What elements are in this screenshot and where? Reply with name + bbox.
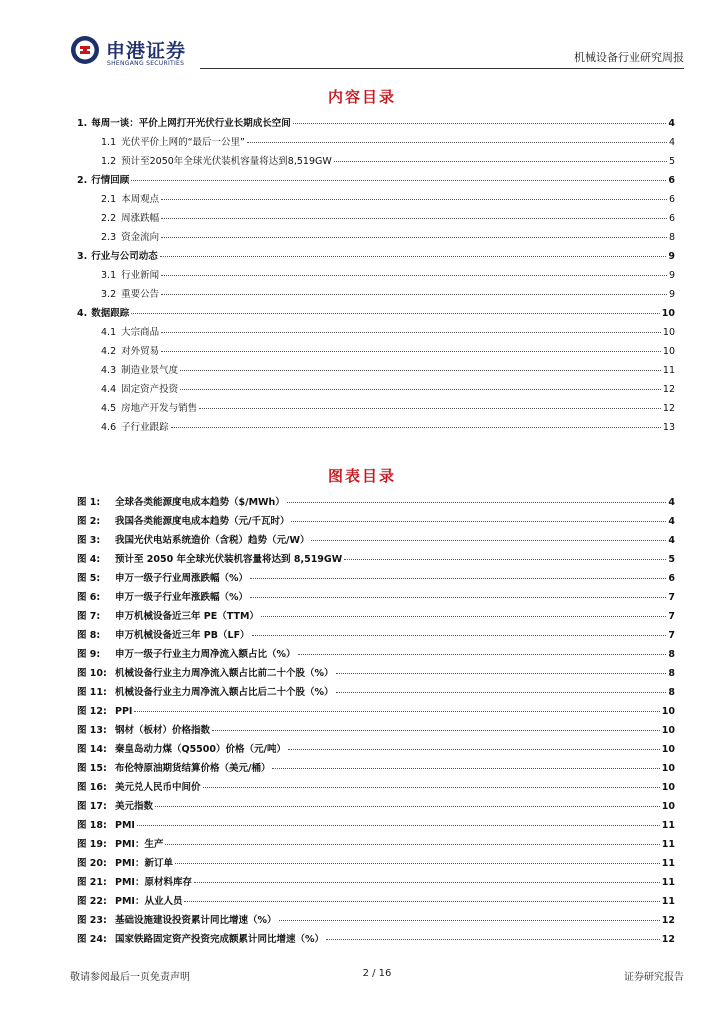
figure-entry[interactable]	[77, 703, 675, 722]
toc-entry-page: 8	[668, 232, 675, 243]
dot-leader	[293, 123, 667, 124]
figure-entry[interactable]	[77, 874, 675, 893]
toc-entry-page: 9	[668, 270, 675, 281]
toc-entry[interactable]	[77, 267, 675, 286]
toc-entry-number: 2.1	[101, 194, 117, 205]
figure-entry-number: 图 3:	[77, 535, 101, 546]
figure-entry-title: 我国光伏电站系统造价（含税）趋势（元/W）	[115, 535, 310, 546]
dot-leader	[336, 673, 667, 674]
dot-leader	[161, 294, 667, 295]
figure-entry-number: 图 5:	[77, 573, 101, 584]
figure-entry-title: 申万机械设备近三年 PE（TTM）	[115, 611, 259, 622]
figure-entry-number: 图 17:	[77, 801, 107, 812]
dot-leader	[175, 863, 660, 864]
figure-entry-page: 12	[661, 934, 675, 945]
table-of-contents	[77, 115, 675, 438]
company-logo-icon	[70, 35, 100, 65]
dot-leader	[311, 540, 666, 541]
dot-leader	[272, 768, 659, 769]
figure-entry[interactable]	[77, 551, 675, 570]
toc-entry[interactable]	[77, 134, 675, 153]
figure-entry-number: 图 7:	[77, 611, 101, 622]
toc-entry-title: 光伏平价上网的“最后一公里”	[121, 137, 245, 148]
figure-entry-title: 美元指数	[115, 801, 154, 812]
dot-leader	[344, 559, 666, 560]
figure-entry-page: 11	[661, 839, 675, 850]
figure-entry-title: 我国各类能源度电成本趋势（元/千瓦时）	[115, 516, 290, 527]
figure-entry-number: 图 2:	[77, 516, 101, 527]
dot-leader	[199, 408, 661, 409]
figure-entry[interactable]	[77, 855, 675, 874]
toc-entry-title: 大宗商品	[121, 327, 160, 338]
figure-entry[interactable]	[77, 931, 675, 950]
figure-entry[interactable]	[77, 570, 675, 589]
toc-entry-number: 2.3	[101, 232, 117, 243]
toc-entry-title: 周涨跌幅	[121, 213, 160, 224]
figure-entry-page: 10	[661, 801, 675, 812]
toc-entry-page: 13	[662, 422, 675, 433]
figure-entry[interactable]	[77, 684, 675, 703]
page-header	[70, 28, 684, 70]
dot-leader	[161, 218, 667, 219]
toc-entry[interactable]	[77, 153, 675, 172]
figure-entry-title: 布伦特原油期货结算价格（美元/桶）	[115, 763, 271, 774]
figure-entry-number: 图 9:	[77, 649, 101, 660]
toc-entry-title: 资金流向	[121, 232, 160, 243]
figure-entry[interactable]	[77, 589, 675, 608]
toc-entry-number: 4.6	[101, 422, 117, 433]
toc-entry-number: 3.2	[101, 289, 117, 300]
toc-title: 内容目录	[327, 88, 396, 106]
toc-entry-page: 12	[662, 403, 675, 414]
dot-leader	[161, 237, 667, 238]
figure-entry[interactable]	[77, 798, 675, 817]
disclaimer-note: 敬请参阅最后一页免责声明	[70, 972, 190, 983]
figure-entry-title: PMI：原材料库存	[115, 877, 192, 888]
dot-leader	[247, 142, 667, 143]
figure-entry[interactable]	[77, 836, 675, 855]
dot-leader	[203, 787, 660, 788]
figure-entry-page: 6	[668, 573, 675, 584]
dot-leader	[252, 635, 667, 636]
figure-entry-page: 4	[668, 535, 675, 546]
figure-entry-title: 申万一级子行业年涨跌幅（%）	[115, 592, 249, 603]
dot-leader	[212, 730, 660, 731]
figure-entry-page: 7	[668, 611, 675, 622]
dot-leader	[250, 597, 666, 598]
toc-entry[interactable]	[77, 419, 675, 438]
figure-entry-page: 10	[661, 744, 675, 755]
toc-entry-title: 固定资产投资	[121, 384, 179, 395]
dot-leader	[326, 939, 660, 940]
figure-entry-number: 图 6:	[77, 592, 101, 603]
toc-entry-number: 1.2	[101, 156, 117, 167]
page-number: 2 / 16	[362, 968, 392, 979]
toc-entry-number: 3.	[77, 251, 88, 262]
figure-entry-number: 图 24:	[77, 934, 107, 945]
figure-entry[interactable]	[77, 779, 675, 798]
dot-leader	[165, 844, 659, 845]
toc-entry-number: 4.1	[101, 327, 117, 338]
figure-entry-title: PPI	[115, 706, 133, 717]
toc-entry[interactable]	[77, 381, 675, 400]
dot-leader	[161, 351, 661, 352]
toc-entry-title: 行业新闻	[121, 270, 160, 281]
figure-entry-title: 申万机械设备近三年 PB（LF）	[115, 630, 250, 641]
toc-entry[interactable]	[77, 210, 675, 229]
figure-entry-number: 图 20:	[77, 858, 107, 869]
toc-entry[interactable]	[77, 286, 675, 305]
figure-entry-page: 11	[661, 896, 675, 907]
figure-entry-page: 11	[661, 820, 675, 831]
toc-entry-page: 12	[662, 384, 675, 395]
dot-leader	[171, 427, 661, 428]
dot-leader	[184, 901, 659, 902]
figure-entry-number: 图 22:	[77, 896, 107, 907]
figure-entry-page: 10	[661, 763, 675, 774]
dot-leader	[131, 313, 660, 314]
dot-leader	[161, 332, 661, 333]
figure-entry-page: 7	[668, 630, 675, 641]
header-divider	[200, 68, 684, 69]
toc-entry-title: 数据跟踪	[91, 308, 130, 319]
figure-entry-title: 机械设备行业主力周净流入额占比后二十个股（%）	[115, 687, 334, 698]
figure-entry[interactable]	[77, 912, 675, 931]
dot-leader	[161, 275, 667, 276]
figure-entry[interactable]	[77, 608, 675, 627]
dot-leader	[161, 199, 667, 200]
toc-entry-number: 4.2	[101, 346, 117, 357]
figure-entry-number: 图 21:	[77, 877, 107, 888]
toc-entry-page: 10	[662, 346, 675, 357]
toc-entry-number: 1.	[77, 118, 88, 129]
figure-entry-page: 10	[661, 706, 675, 717]
figure-entry-title: 预计至 2050 年全球光伏装机容量将达到 8,519GW	[115, 554, 343, 565]
figure-entry[interactable]	[77, 646, 675, 665]
figure-entry-number: 图 19:	[77, 839, 107, 850]
figure-entry-number: 图 13:	[77, 725, 107, 736]
toc-entry-number: 4.4	[101, 384, 117, 395]
toc-entry[interactable]	[77, 343, 675, 362]
toc-entry-page: 4	[668, 137, 675, 148]
figure-entry-number: 图 4:	[77, 554, 101, 565]
figure-entry-title: PMI：生产	[115, 839, 164, 850]
toc-entry-page: 10	[661, 308, 675, 319]
report-type: 机械设备行业研究周报	[574, 51, 684, 64]
list-of-figures	[77, 494, 675, 950]
figure-entry-page: 11	[661, 858, 675, 869]
toc-entry-title: 行业与公司动态	[91, 251, 158, 262]
toc-entry-title: 子行业跟踪	[121, 422, 169, 433]
dot-leader	[261, 616, 666, 617]
figure-entry-page: 5	[668, 554, 675, 565]
toc-entry-title: 每周一谈：平价上网打开光伏行业长期成长空间	[91, 118, 291, 129]
figure-entry-page: 11	[661, 877, 675, 888]
figure-entry[interactable]	[77, 665, 675, 684]
figure-entry-title: PMI：从业人员	[115, 896, 183, 907]
figure-entry-title: 申万一级子行业主力周净流入额占比（%）	[115, 649, 296, 660]
toc-entry-number: 4.	[77, 308, 88, 319]
figure-entry-page: 4	[668, 516, 675, 527]
figure-entry-number: 图 11:	[77, 687, 107, 698]
figure-entry-number: 图 12:	[77, 706, 107, 717]
dot-leader	[194, 882, 660, 883]
figure-entry-page: 7	[668, 592, 675, 603]
toc-entry[interactable]	[77, 305, 675, 324]
toc-entry[interactable]	[77, 191, 675, 210]
toc-entry[interactable]	[77, 248, 675, 267]
toc-entry-title: 房地产开发与销售	[121, 403, 198, 414]
company-name-cn: 申港证券	[106, 40, 187, 62]
dot-leader	[298, 654, 667, 655]
toc-entry-number: 2.	[77, 175, 88, 186]
figure-entry-title: 钢材（板材）价格指数	[115, 725, 211, 736]
toc-entry-number: 4.5	[101, 403, 117, 414]
toc-entry-title: 重要公告	[121, 289, 160, 300]
figure-entry-title: PMI	[115, 820, 135, 831]
figures-title: 图表目录	[327, 467, 396, 485]
figure-entry[interactable]	[77, 513, 675, 532]
toc-entry-number: 2.2	[101, 213, 117, 224]
toc-entry-number: 3.1	[101, 270, 117, 281]
figure-entry-title: 美元兑人民币中间价	[115, 782, 201, 793]
figure-entry-number: 图 23:	[77, 915, 107, 926]
toc-entry-title: 制造业景气度	[121, 365, 179, 376]
toc-entry-page: 10	[662, 327, 675, 338]
figure-entry-title: 基础设施建设投资累计同比增速（%）	[115, 915, 277, 926]
figure-entry[interactable]	[77, 893, 675, 912]
figure-entry-number: 图 8:	[77, 630, 101, 641]
figure-entry[interactable]	[77, 627, 675, 646]
figure-entry[interactable]	[77, 817, 675, 836]
figure-entry-number: 图 10:	[77, 668, 107, 679]
dot-leader	[131, 180, 666, 181]
toc-entry-title: 对外贸易	[121, 346, 160, 357]
figure-entry-page: 8	[668, 668, 675, 679]
toc-entry[interactable]	[77, 115, 675, 134]
dot-leader	[180, 370, 661, 371]
figure-entry-page: 8	[668, 687, 675, 698]
toc-entry[interactable]	[77, 400, 675, 419]
dot-leader	[180, 389, 661, 390]
figure-entry-page: 8	[668, 649, 675, 660]
toc-entry-page: 5	[668, 156, 675, 167]
toc-entry[interactable]	[77, 362, 675, 381]
figure-entry[interactable]	[77, 494, 675, 513]
dot-leader	[287, 502, 667, 503]
figure-entry-title: PMI：新订单	[115, 858, 173, 869]
toc-entry[interactable]	[77, 172, 675, 191]
toc-entry-page: 4	[668, 118, 675, 129]
report-label: 证券研究报告	[624, 972, 684, 983]
figure-entry-title: 国家铁路固定资产投资完成额累计同比增速（%）	[115, 934, 325, 945]
toc-entry-page: 9	[668, 251, 675, 262]
toc-entry-title: 本周观点	[121, 194, 160, 205]
dot-leader	[160, 256, 667, 257]
toc-entry-page: 6	[668, 213, 675, 224]
figure-entry-title: 申万一级子行业周涨跌幅（%）	[115, 573, 249, 584]
figure-entry-page: 4	[668, 497, 675, 508]
toc-entry-number: 1.1	[101, 137, 117, 148]
toc-entry-page: 11	[662, 365, 675, 376]
figure-entry[interactable]	[77, 722, 675, 741]
dot-leader	[334, 161, 667, 162]
toc-entry-page: 6	[668, 194, 675, 205]
toc-entry-title: 预计至2050年全球光伏装机容量将达到8,519GW	[121, 156, 332, 167]
dot-leader	[134, 711, 659, 712]
figure-entry-page: 12	[661, 915, 675, 926]
figure-entry-number: 图 16:	[77, 782, 107, 793]
toc-entry-page: 6	[668, 175, 675, 186]
figure-entry[interactable]	[77, 760, 675, 779]
toc-entry-title: 行情回顾	[91, 175, 130, 186]
figure-entry-title: 秦皇岛动力煤（Q5500）价格（元/吨）	[115, 744, 286, 755]
figure-entry[interactable]	[77, 532, 675, 551]
figure-entry-title: 机械设备行业主力周净流入额占比前二十个股（%）	[115, 668, 334, 679]
company-name-en: SHENGANG SECURITIES	[107, 60, 185, 67]
dot-leader	[291, 521, 666, 522]
dot-leader	[250, 578, 666, 579]
figure-entry-number: 图 14:	[77, 744, 107, 755]
dot-leader	[288, 749, 660, 750]
dot-leader	[137, 825, 660, 826]
toc-entry-page: 9	[668, 289, 675, 300]
figure-entry-number: 图 15:	[77, 763, 107, 774]
figure-entry-page: 10	[661, 725, 675, 736]
toc-entry[interactable]	[77, 324, 675, 343]
figure-entry-title: 全球各类能源度电成本趋势（$/MWh）	[115, 497, 285, 508]
toc-entry[interactable]	[77, 229, 675, 248]
dot-leader	[279, 920, 660, 921]
figure-entry-number: 图 1:	[77, 497, 101, 508]
figure-entry-page: 10	[661, 782, 675, 793]
figure-entry[interactable]	[77, 741, 675, 760]
toc-entry-number: 4.3	[101, 365, 117, 376]
dot-leader	[155, 806, 660, 807]
dot-leader	[336, 692, 667, 693]
figure-entry-number: 图 18:	[77, 820, 107, 831]
